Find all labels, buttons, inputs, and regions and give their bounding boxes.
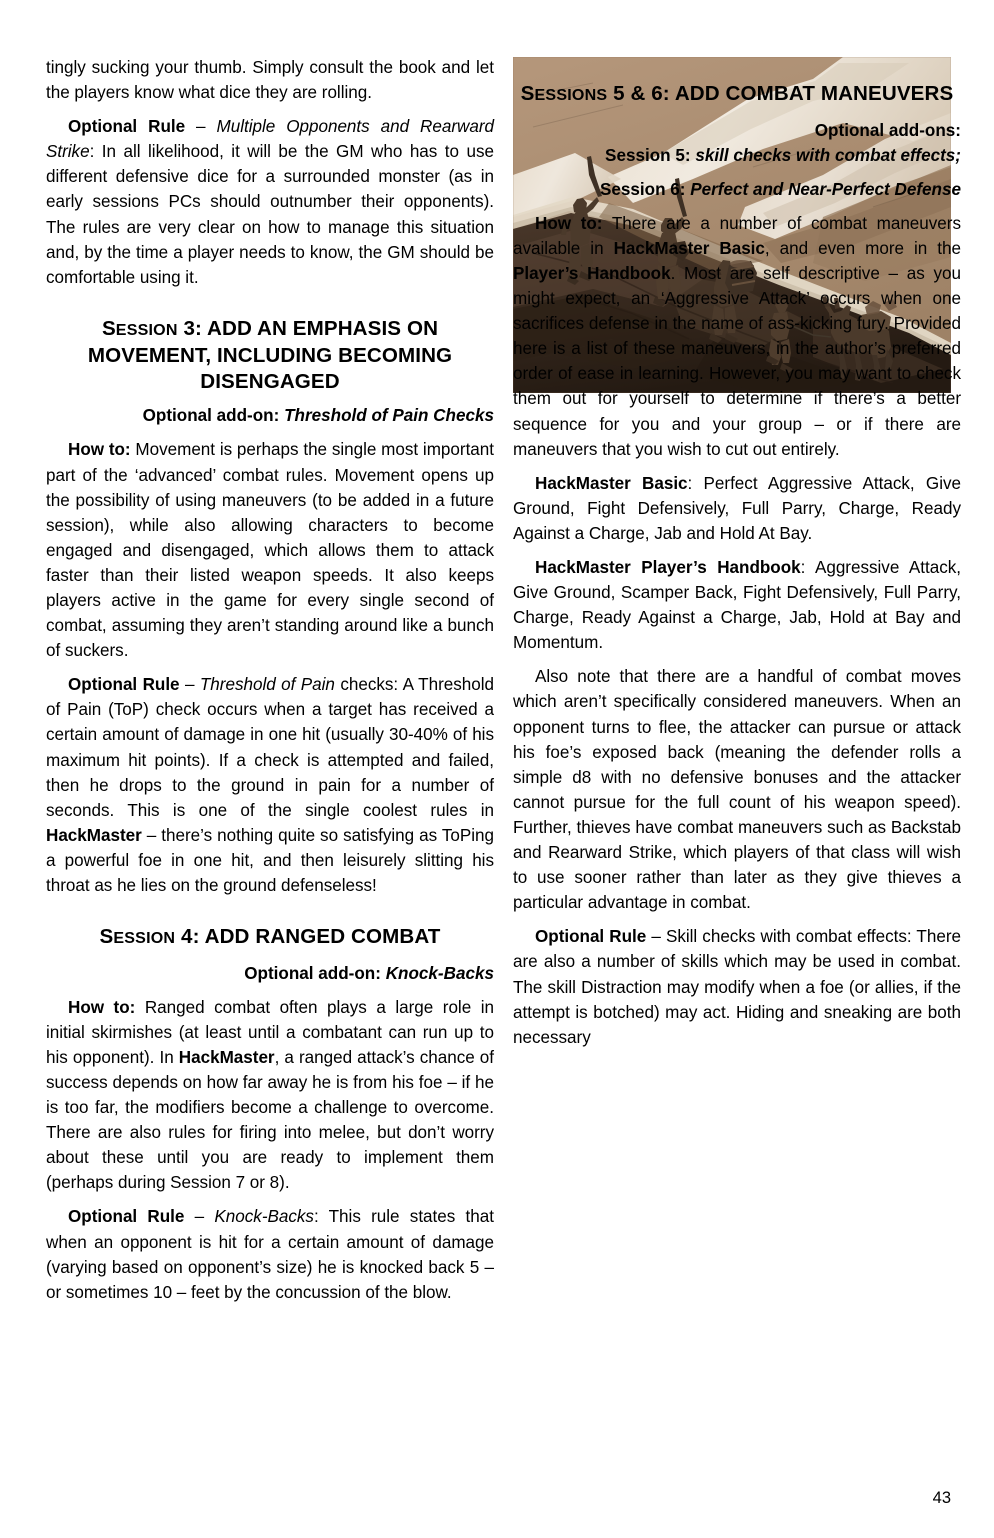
- text-run: –: [184, 1207, 215, 1227]
- text-run: : Perfect Aggressive Attack, Give Ground, Fight Defensively, Full Parry, Charge, Ready Against a Charge, Jab and Hold At Bay.: [513, 473, 961, 543]
- p-optional-rule-knockbacks: [46, 1204, 494, 1304]
- addon-session-5: [513, 143, 961, 168]
- bold-run: HackMaster: [46, 825, 142, 845]
- bold-run: HackMaster Player’s Handbook: [535, 558, 801, 577]
- heading-bottom-spacer: [46, 952, 494, 961]
- text-run: , a ranged attack’s chance of success depends on how far away he is from his foe – if he is too far, the modifiers become a challenge to overcome. There are also rules for firing into melee, but don’t worry about these until you are ready to implement them (perhaps during Session 7 or 8).: [46, 1047, 495, 1193]
- text-run: Ranged combat often plays a large role in initial skirmishes (at least until a combatant can run up to his opponent). In: [46, 997, 494, 1067]
- heading-sessions-5-6: [513, 81, 961, 109]
- addon-session-4: [46, 961, 494, 986]
- text-run: : In all likelihood, it will be the GM who has to use different defensive dice for a surrounded monster (as in early sessions PCs should outnumber their opponents). The rules are very clear on how to manage this situation and, by the time a player needs to know, the GM should be comfortable using it.: [46, 142, 494, 287]
- p-optional-rule-multiple-opponents: [46, 114, 494, 290]
- heading-bottom-spacer: [46, 394, 494, 403]
- p-also-note: [513, 664, 961, 915]
- addon-session-6: [513, 177, 961, 202]
- text-run: : Aggressive Attack, Give Ground, Scamper Back, Fight Defensively, Full Parry, Charge, Ready Against a Charge, Jab, Hold at Bay and Momentum.: [513, 558, 961, 653]
- bold-run: Optional Rule: [68, 675, 180, 695]
- text-run: , and even more in the: [764, 238, 961, 258]
- small-caps-rest: ESSION: [115, 320, 178, 339]
- addon-label: Session 6:: [599, 179, 686, 199]
- bold-run: How to:: [68, 997, 136, 1017]
- p-howto-maneuvers: [513, 211, 961, 462]
- text-run: tingly sucking your thumb. Simply consult the book and let the players know what dice they are rolling.: [46, 58, 494, 103]
- text-run: Movement is perhaps the single most important part of the ‘advanced’ combat rules. Movement opens up the possibility of using maneuvers (to be added in a future session), while also allowing characters to become engaged and disengaged, which allows them to attack faster than their listed weapon speeds. It also keeps players active in the game for every single second of combat, assuming they aren’t standing around like a bunch of suckers.: [46, 440, 494, 661]
- heading-top-spacer: [46, 898, 494, 924]
- text-run: –: [185, 117, 217, 137]
- heading-session-3: [46, 316, 494, 395]
- small-caps-initial: S: [101, 316, 116, 340]
- addon-label: Session 5:: [605, 145, 691, 165]
- heading-rest: 5 & 6: ADD COMBAT MANEUVERS: [607, 82, 954, 105]
- bold-run: How to:: [68, 440, 131, 460]
- addon-value: Perfect and Near-Perfect Defense: [690, 179, 961, 199]
- addon-spacer: [513, 202, 961, 211]
- p-hm-basic-maneuvers: [513, 471, 961, 546]
- p-howto-ranged: [46, 995, 494, 1196]
- addon-label: Optional add-on: [142, 406, 274, 426]
- italic-run: Knock-Backs: [214, 1207, 314, 1227]
- bold-run: HackMaster Basic: [535, 473, 688, 493]
- small-caps-rest: ESSIONS: [534, 86, 608, 104]
- small-caps-word: [100, 925, 176, 948]
- text-run: . Most are self descriptive – as you might expect, an ‘Aggressive Attack’ occurs when one sacrifices defense in the name of ass-kicking fury. Provided here is a list of these maneuvers, in the author’s preferred order of ease in learning. However, you may want to check them out for yourself to determine if there’s a better sequence for you and your group – or if there are maneuvers that you wish to cut out entirely.: [513, 263, 961, 459]
- p-optional-rule-top: [46, 672, 494, 898]
- right-text-column: [513, 55, 961, 1050]
- heading-top-spacer: [46, 290, 494, 316]
- italic-run: Multiple Opponents and Rearward Strike: [46, 117, 494, 162]
- heading-rest: 4: ADD RANGED COMBAT: [175, 925, 441, 949]
- p-hm-phb-maneuvers: [513, 555, 961, 655]
- text-run: There are a number of combat maneuvers available in: [513, 213, 961, 258]
- text-run: – Skill checks with combat effects: There are also a number of skills which may be used in combat. The skill Distraction may modify when a foe (or allies, if the attempt is botched) may act. Hiding and sneaking are both necessary: [513, 927, 961, 1047]
- small-caps-rest: ESSION: [113, 929, 176, 948]
- small-caps-initial: S: [99, 925, 114, 949]
- addon-spacer: [46, 428, 494, 437]
- italic-run: Threshold of Pain: [199, 675, 335, 695]
- addon-separator: :: [273, 406, 285, 426]
- addon-sessions-5-6-label: [513, 118, 961, 143]
- heading-rest: 3: ADD AN EMPHASIS ON MOVEMENT, INCLUDING BECOMING DISENGAGED: [87, 316, 453, 393]
- page-number: 43: [932, 1489, 951, 1507]
- p-tingly: [46, 55, 494, 105]
- text-run: –: [179, 675, 200, 695]
- bold-run: Optional Rule: [535, 927, 647, 947]
- addon-value: skill checks with combat effects;: [695, 145, 961, 165]
- bold-run: HackMaster: [178, 1047, 275, 1067]
- bold-run: How to:: [535, 213, 603, 233]
- small-caps-word: [521, 82, 608, 105]
- text-run: checks: A Threshold of Pain (ToP) check occurs when a target has received a certain amount of damage in one hit (usually 30-40% of his maximum hit points). If a check is attempted and failed, then he drops to the ground in pain for a number of seconds. This is one of the single coolest rules in: [46, 675, 494, 820]
- addon-spacer: [46, 986, 494, 995]
- p-optional-rule-skill-checks: [513, 924, 961, 1049]
- small-caps-initial: S: [520, 82, 535, 105]
- heading-session-4: [46, 924, 494, 952]
- bold-run: Optional Rule: [68, 117, 186, 137]
- heading-bottom-spacer: [513, 109, 961, 118]
- addon-value: Knock-Backs: [385, 963, 494, 983]
- addon-label: Optional add-on:: [244, 963, 381, 983]
- bold-run: HackMaster Basic: [613, 238, 765, 258]
- bold-run: Optional Rule: [68, 1207, 185, 1227]
- addon-spacer: [513, 168, 961, 177]
- heading-top-spacer: [513, 55, 961, 81]
- bold-run: Player’s Handbook: [513, 263, 671, 283]
- left-text-column: [46, 55, 494, 1305]
- addon-session-3: [46, 403, 494, 428]
- text-run: – there’s nothing quite so satisfying as ToPing a powerful foe in one hit, and then leisurely slitting his throat as he lies on the ground defenseless!: [46, 825, 494, 896]
- addon-value: Threshold of Pain Checks: [284, 406, 494, 426]
- text-run: Also note that there are a handful of combat moves which aren’t specifically considered maneuvers. When an opponent turns to flee, the attacker can pursue or attack his foe’s exposed back (meaning the defender rolls a simple d8 with no defensive bonuses and the attacker cannot pursue for the full count of his weapon speed). Further, thieves have combat maneuvers such as Backstab and Rearward Strike, which players of that class will wish to use sooner rather than later as they give thieves a particular advantage in combat.: [513, 667, 961, 913]
- addon-label: Optional add-ons:: [814, 120, 961, 140]
- small-caps-word: [102, 317, 178, 340]
- p-howto-movement: [46, 437, 494, 663]
- text-run: : This rule states that when an opponent is hit for a certain amount of damage (varying based on opponent’s size) he is knocked back 5 – or sometimes 10 – feet by the concussion of the blow.: [46, 1207, 494, 1302]
